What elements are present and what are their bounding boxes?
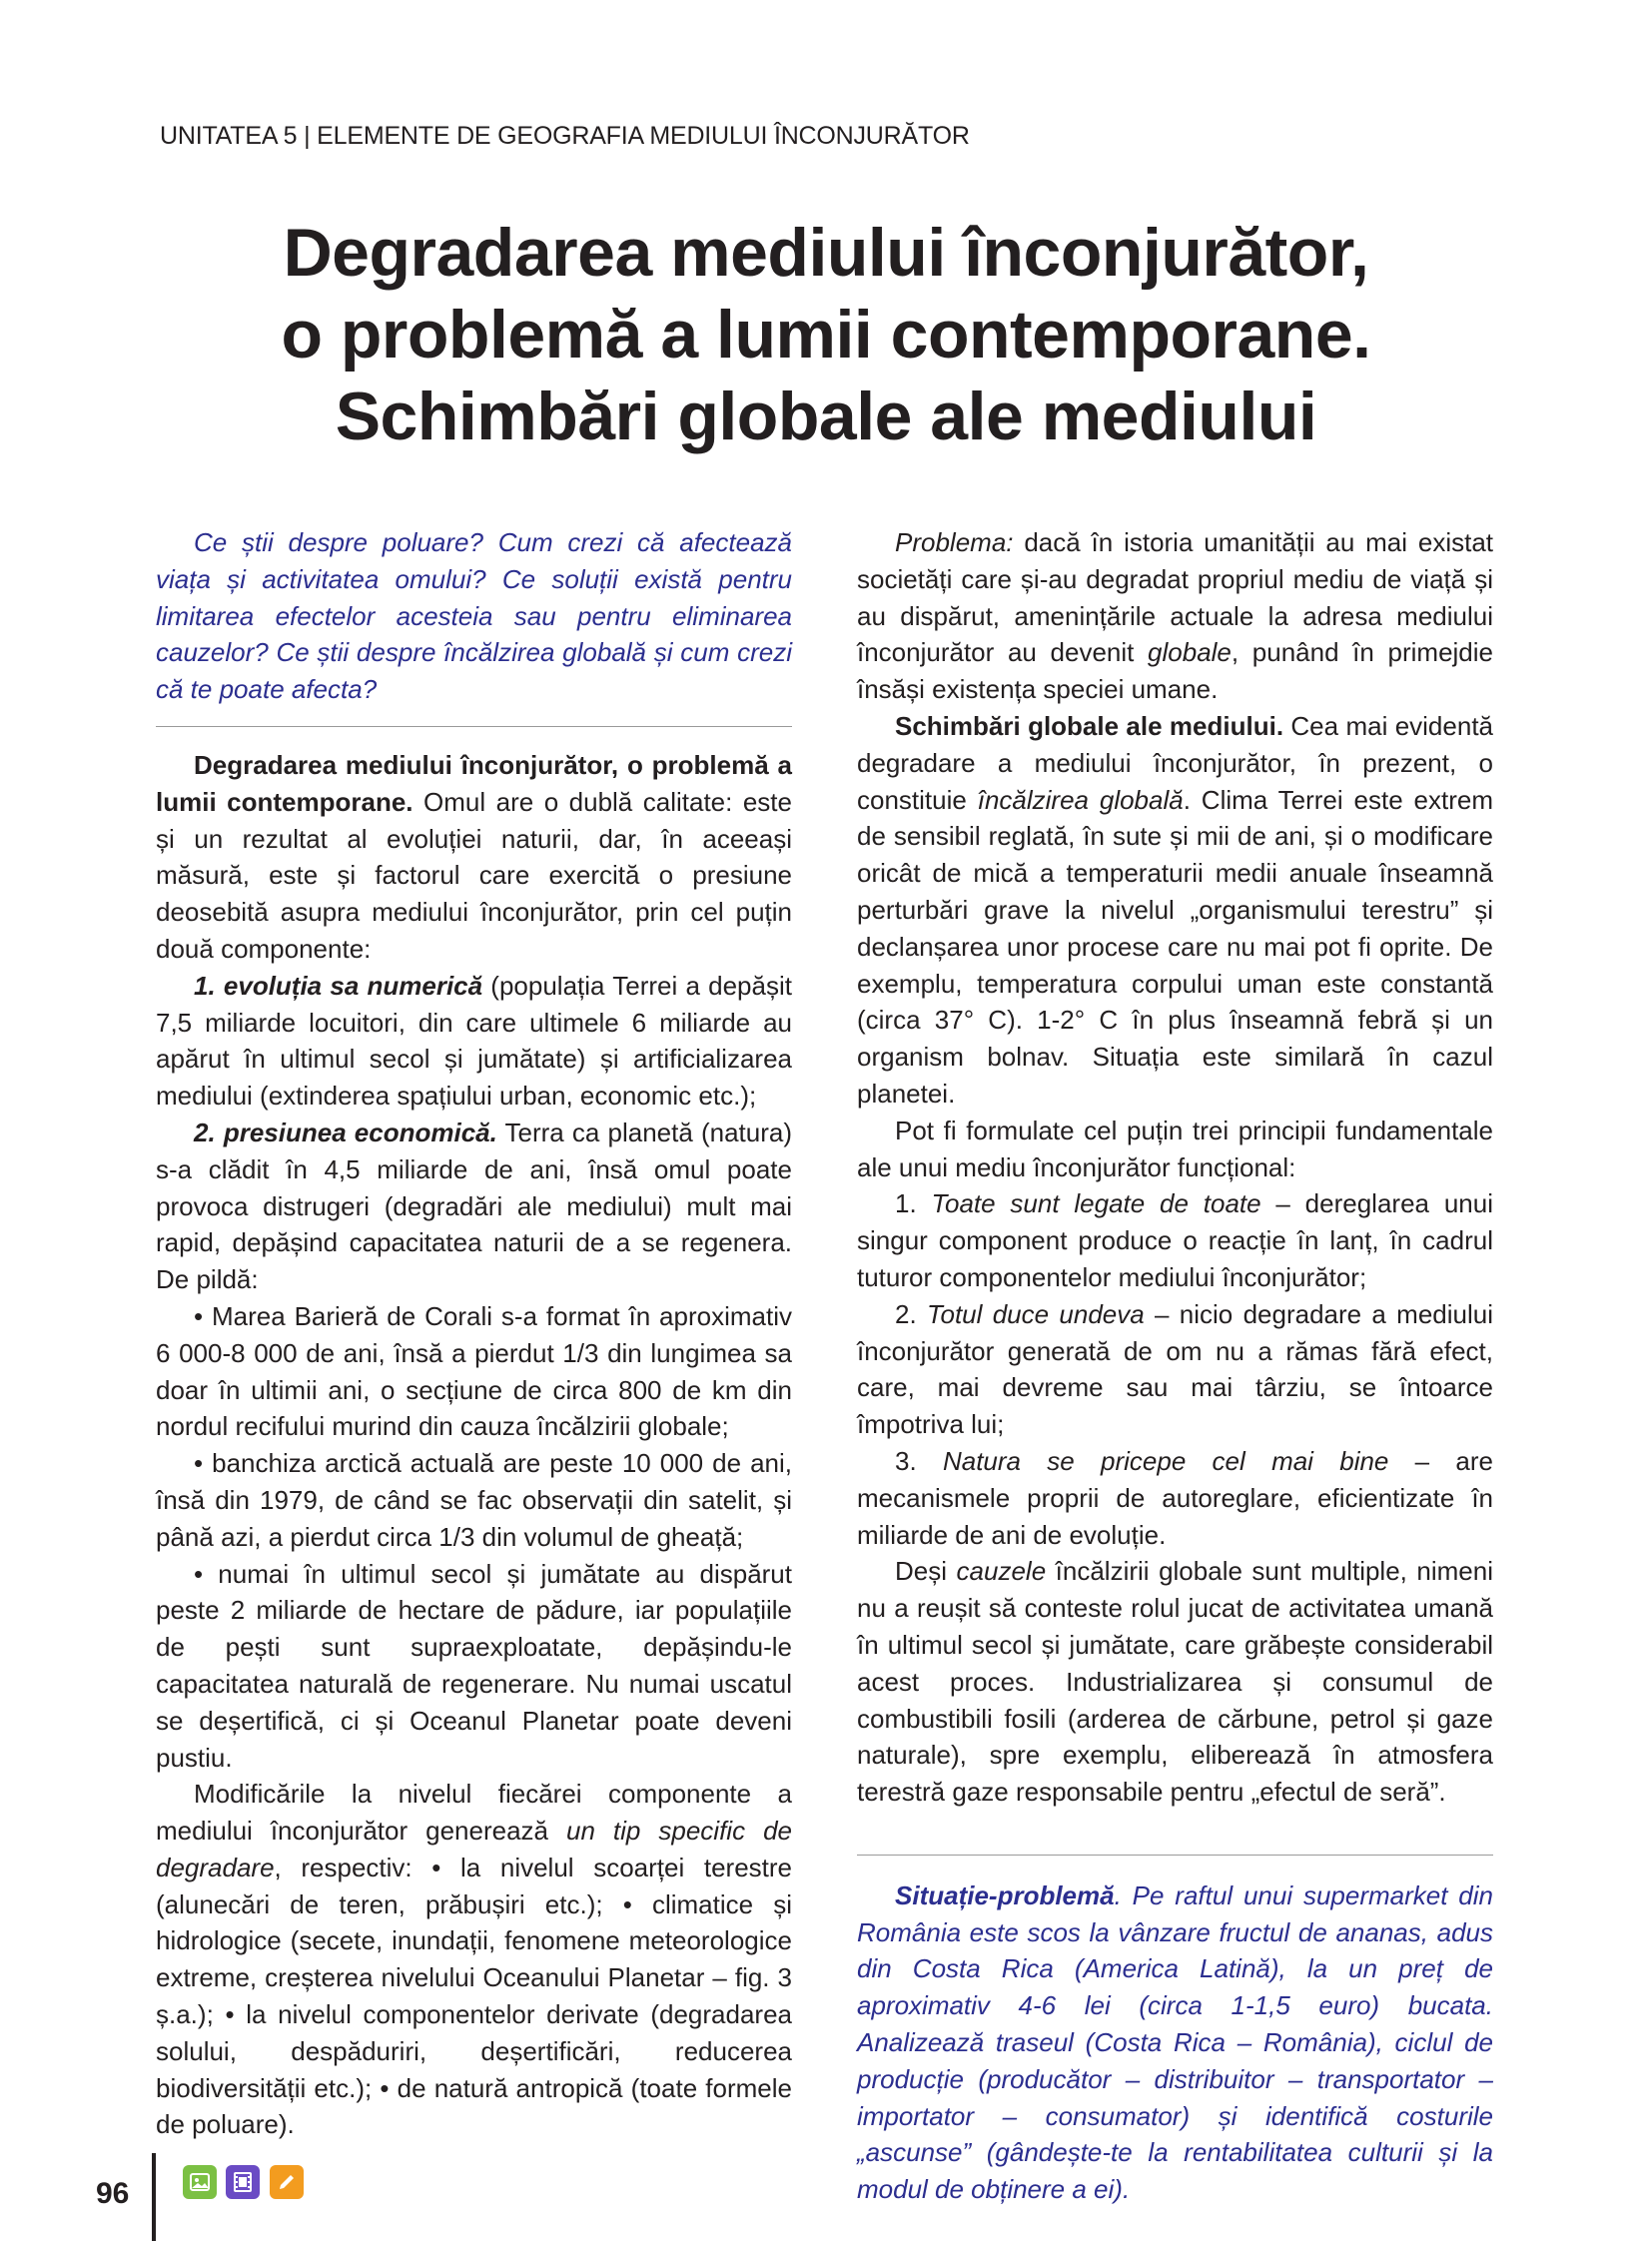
emphasis: Toate sunt legate de toate	[931, 1188, 1261, 1219]
right-column	[857, 524, 1493, 2208]
paragraph-problem	[857, 524, 1493, 708]
title-line-3: Schimbări globale ale mediului	[335, 378, 1317, 454]
intro-questions: Ce știi despre poluare? Cum crezi că afectează viața și activitatea omului? Ce soluții există pentru limitarea efectelor acesteia sau pentru eliminarea cauzelor? Ce știi despre încălzirea globală și cum crezi că te poate afecta?	[156, 527, 792, 705]
bullet-arctic-ice: • banchiza arctică actuală are peste 10 000 de ani, însă din 1979, de când se fac observații din satelit, și până azi, a pierdut circa 1/3 din volumul de gheață;	[156, 1448, 792, 1552]
label-problem: Problema:	[895, 527, 1014, 557]
title-line-1: Degradarea mediului înconjurător,	[283, 215, 1369, 291]
paragraph-text: – are mecanismele proprii de autoreglare, eficientizate în miliarde de ani de evoluție.	[857, 1445, 1493, 1550]
paragraph-text: , respectiv: • la nivelul scoarței terestre (alunecări de teren, prăbușiri etc.); • climatice și hidrologice (secete, inundații, fenomene meteorologice extreme, creșterea nivelului Oceanului Planetar – fig. 3 ș.a.); • la nivelul componentelor derivate (degradarea solului, despăduriri, deșertificări, reducerea biodiversității etc.); • de natură antropică (toate formele de poluare).	[156, 1852, 792, 2140]
title-line-2: o problemă a lumii contemporane.	[281, 297, 1371, 373]
emphasis: un tip specific de degradare	[156, 1816, 792, 1882]
paragraph-text: (populația Terrei a depășit 7,5 miliarde locuitori, din care ultimele 6 miliarde au apărut în ultimul secol și jumătate) și artificializarea mediului (extinderea spațiului urban, economic etc.);	[156, 970, 792, 1112]
bullet-forests: • numai în ultimul secol și jumătate au dispărut peste 2 miliarde de hectare de pădure, iar populațiile de pești sunt supraexploatate, depășindu-le capacitatea naturală de regenerare. Nu numai uscatul se deșertifică, ci și Oceanul Planetar poate deveni pustiu.	[156, 1558, 792, 1773]
emphasis: cauzele	[956, 1556, 1047, 1587]
edit-icon[interactable]	[270, 2165, 304, 2199]
bullet-coral-reef: • Marea Barieră de Corali s-a format în aproximativ 6 000-8 000 de ani, însă a pierdut 1/3 din lungimea sa doar în ultimii ani, o secțiune de circa 800 de km din nordul recifului murind din cauza încălzirii globale;	[156, 1300, 792, 1442]
paragraph-text: – nicio degradare a mediului înconjurător generată de om nu a rămas fără efect, care, mai devreme sau mai târziu, se întoarce împotriva lui;	[857, 1298, 1494, 1440]
video-icon-glyph	[231, 2170, 255, 2194]
image-icon[interactable]	[183, 2165, 217, 2199]
paragraph-modifications	[156, 1776, 792, 2143]
principle-3	[857, 1443, 1493, 1553]
paragraph-text: Cea mai evidentă degradare a mediului înconjurător, în prezent, o constituie	[857, 710, 1493, 815]
running-header: UNITATEA 5 | ELEMENTE DE GEOGRAFIA MEDIULUI ÎNCONJURĂTOR	[160, 122, 970, 150]
problem-situation	[857, 1877, 1493, 2208]
divider	[156, 726, 792, 727]
page-title	[0, 212, 1652, 457]
principle-number: 3.	[895, 1445, 943, 1476]
paragraph-degradation	[156, 747, 792, 968]
heading-degradation: Degradarea mediului înconjurător, o problemă a lumii contemporane.	[156, 749, 792, 817]
page-number: 96	[96, 2177, 130, 2210]
video-icon[interactable]	[226, 2165, 260, 2199]
label-economic: 2. presiunea economică.	[194, 1117, 497, 1147]
emphasis: încălzirea globală	[977, 784, 1184, 815]
paragraph-text: Terra ca planetă (natura) s-a clădit în 4,5 miliarde de ani, însă omul poate provoca distrugeri (degradări ale mediului) mult mai rapid, depășind capacitatea naturii de a se regenera. De pildă:	[156, 1117, 792, 1295]
label-numeric: 1. evoluția sa numerică	[194, 970, 483, 1001]
principle-number: 1.	[895, 1188, 932, 1219]
left-column	[156, 524, 792, 2143]
paragraph-text: Omul are o dublă calitate: este și un rezultat al evoluției naturii, dar, în aceeași măsură, este și factorul care exercită o presiune deosebită asupra mediului înconjurător, prin cel puțin două componente:	[156, 786, 792, 964]
emphasis: Natura se pricepe cel mai bine	[942, 1445, 1389, 1476]
paragraph-principles-intro: Pot fi formulate cel puțin trei principii fundamentale ale unui mediu înconjurător funcțional:	[857, 1115, 1493, 1182]
paragraph-numeric	[156, 968, 792, 1115]
paragraph-text: Modificările la nivelul fiecărei componente a mediului înconjurător generează	[156, 1779, 792, 1847]
divider	[857, 1855, 1493, 1856]
paragraph-causes	[857, 1553, 1493, 1811]
pencil-icon-glyph	[275, 2170, 299, 2194]
paragraph-text: dacă în istoria umanității au mai existat societăți care și-au degradat propriul mediu de viață și au dispărut, amenințările actuale la adresa mediului înconjurător au devenit	[857, 527, 1493, 668]
image-icon-glyph	[188, 2170, 212, 2194]
principle-1	[857, 1185, 1493, 1295]
paragraph-text: , punând în primejdie însăși existența speciei umane.	[857, 637, 1494, 705]
paragraph-text: – dereglarea unui singur component produce o reacție în lanț, în cadrul tuturor componentelor mediului înconjurător;	[857, 1188, 1493, 1292]
emphasis: globale	[1148, 637, 1232, 668]
paragraph-text: încălzirii globale sunt multiple, nimeni nu a reușit să conteste rolul jucat de activitatea umană în ultimul secol și jumătate, care grăbește considerabil acest proces. Industrializarea și consumul de combustibili fosili (arderea de cărbune, petrol și gaze naturale), spre exemplu, eliberează în atmosfera terestră gaze responsabile pentru „efectul de seră”.	[857, 1556, 1493, 1808]
paragraph-economic	[156, 1115, 792, 1298]
paragraph-text: Deși	[895, 1556, 957, 1587]
paragraph-global-changes	[857, 708, 1493, 1113]
label-problem-situation: Situație-problemă	[895, 1879, 1115, 1910]
paragraph-text: . Pe raftul unui supermarket din România este scos la vânzare fructul de ananas, adus din Costa Rica (America Latină), la un preț de aproximativ 4-6 lei (circa 1-1,5 euro) bucata. Analizează traseul (Costa Rica – România), ciclul de producție (producător – distribuitor – transportator – importator – consumator) și identifică costurile „ascunse” (gândește-te la rentabilitatea culturii și la modul de obținere a ei).	[857, 1879, 1493, 2205]
page-number-bar	[152, 2153, 156, 2241]
heading-global-changes: Schimbări globale ale mediului.	[895, 710, 1284, 741]
emphasis: Totul duce undeva	[927, 1298, 1145, 1329]
principle-2	[857, 1296, 1493, 1443]
paragraph-text: . Clima Terrei este extrem de sensibil reglată, în sute și mii de ani, și o modificare oricât de mică a temperaturii medii anuale înseamnă perturbări grave la nivelul „organismului terestru” și declanșarea unor procese care nu mai pot fi oprite. De exemplu, temperatura corpului uman este constantă (circa 37° C). 1-2° C în plus înseamnă febră și un organism bolnav. Situația este similară în cazul planetei.	[857, 784, 1493, 1109]
principle-number: 2.	[895, 1298, 927, 1329]
